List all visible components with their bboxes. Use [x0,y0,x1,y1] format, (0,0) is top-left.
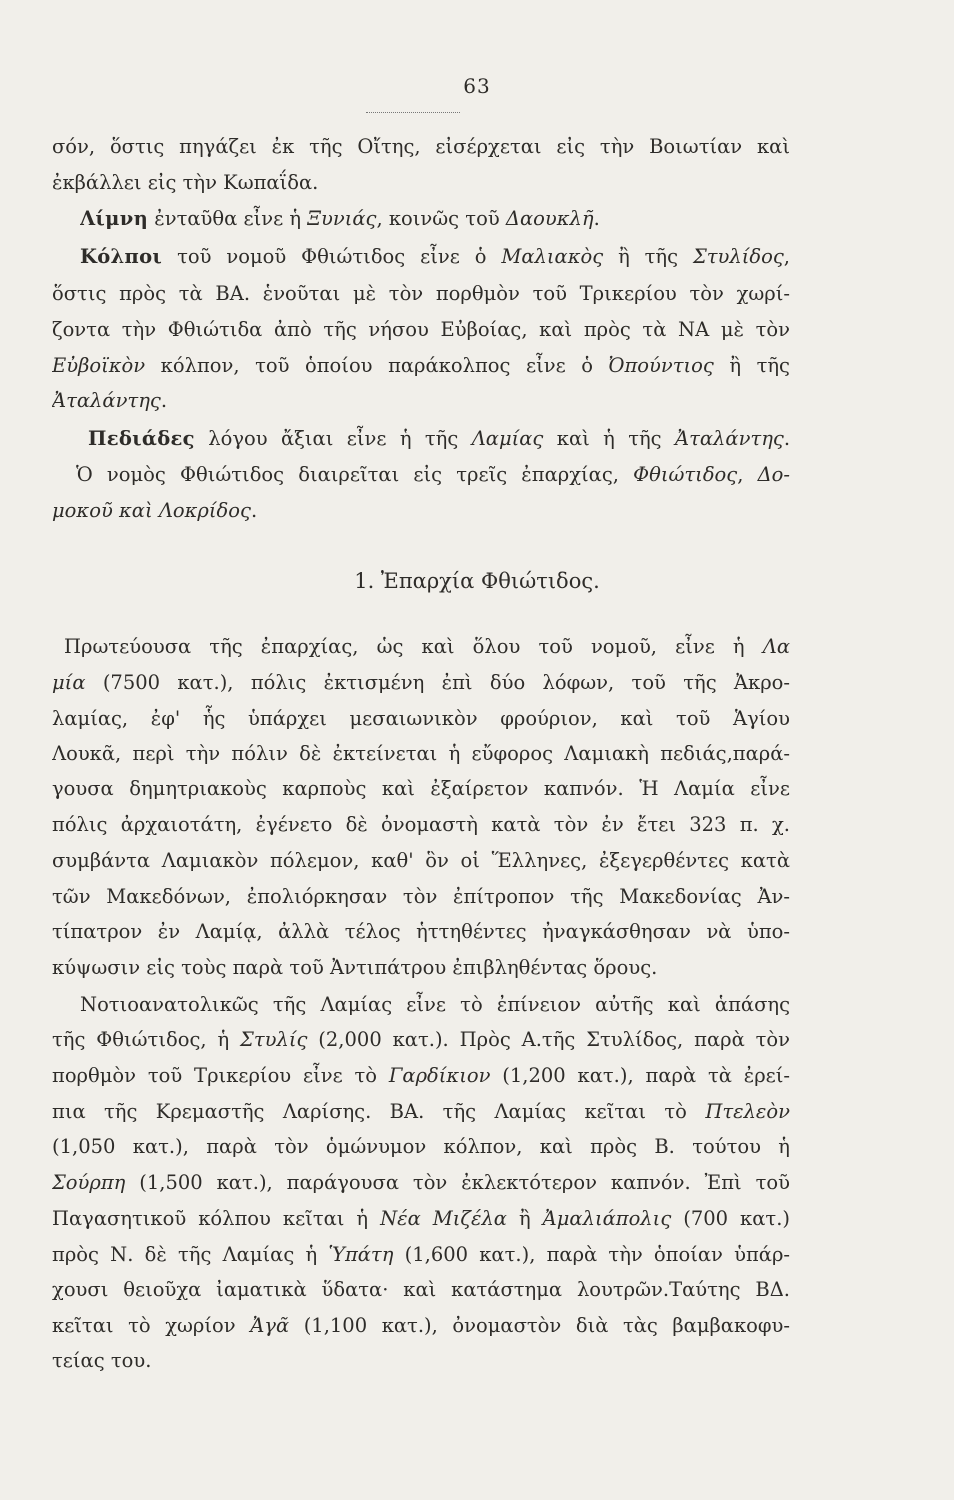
text-line: ὅστις πρὸς τὰ ΒΑ. ἑνοῦται μὲ τὸν πορθμὸν τοῦ Τρικερίου τὸν χωρί- [52,282,790,305]
text-line: Παγασητικοῦ κόλπου κεῖται ἡ Νέα Μιζέλα ἢ Ἀμαλιάπολις (700 κατ.) [52,1207,790,1230]
text-line: μοκοῦ καὶ Λοκρίδος. [52,499,258,522]
text-line: πρὸς Ν. δὲ τῆς Λαμίας ἡ Ὑπάτη (1,600 κατ.), παρὰ τὴν ὁποίαν ὑπάρ- [52,1243,790,1266]
text-line: τίπατρον ἐν Λαμίᾳ, ἀλλὰ τέλος ἡττηθέντες ἠναγκάσθησαν νὰ ὑπο- [52,920,790,943]
text-line: Νοτιοανατολικῶς τῆς Λαμίας εἶνε τὸ ἐπίνειον αὐτῆς καὶ ἁπάσης [80,993,790,1016]
text-line: Πρωτεύουσα τῆς ἐπαρχίας, ὡς καὶ ὅλου τοῦ νομοῦ, εἶνε ἡ Λα [64,635,790,658]
gulfs-heading: Κόλποι [80,245,163,268]
text-line: γουσα δημητριακοὺς καρποὺς καὶ ἐξαίρετον καπνόν. Ἡ Λαμία εἶνε [52,777,790,800]
text-line: πόλις ἀρχαιοτάτη, ἐγένετο δὲ ὀνομαστὴ κατὰ τὸν ἐν ἔτει 323 π. χ. [52,813,790,836]
page-number: 63 [463,74,491,98]
text-line: Εὐβοϊκὸν κόλπον, τοῦ ὁποίου παράκολπος εἶνε ὁ Ὀπούντιος ἢ τῆς [52,354,790,377]
text-line: τῶν Μακεδόνων, ἐπολιόρκησαν τὸν ἐπίτροπον τῆς Μακεδονίας Ἀν- [52,885,790,908]
text-line: Λίμνη ἐνταῦθα εἶνε ἡ Ξυνιάς, κοινῶς τοῦ Δαουκλῆ. [80,207,600,230]
text-line: τῆς Φθιώτιδος, ἡ Στυλίς (2,000 κατ.). Πρὸς Α.τῆς Στυλίδος, παρὰ τὸν [52,1028,790,1051]
text-line: Σούρπη (1,500 κατ.), παράγουσα τὸν ἐκλεκτότερον καπνόν. Ἐπὶ τοῦ [52,1171,790,1194]
text-line: μία (7500 κατ.), πόλις ἐκτισμένη ἐπὶ δύο λόφων, τοῦ τῆς Ἀκρο- [52,671,790,694]
text-line: Ὁ νομὸς Φθιώτιδος διαιρεῖται εἰς τρεῖς ἐπαρχίας, Φθιώτιδος, Δο- [76,463,790,486]
text-line: ἐκβάλλει εἰς τὴν Κωπαΐδα. [52,171,319,194]
text-line: (1,050 κατ.), παρὰ τὸν ὁμώνυμον κόλπον, καὶ πρὸς Β. τούτου ἡ [52,1135,790,1158]
text-line: Πεδιάδες λόγου ἄξιαι εἶνε ἡ τῆς Λαμίας καὶ ἡ τῆς Ἀταλάντης. [88,427,790,450]
text-line: κύψωσιν εἰς τοὺς παρὰ τοῦ Ἀντιπάτρου ἐπιβληθέντας ὅρους. [52,956,658,979]
text-line: συμβάντα Λαμιακὸν πόλεμον, καθ' ὃν οἱ Ἕλληνες, ἐξεγερθέντες κατὰ [52,849,790,872]
text-line: Λουκᾶ, περὶ τὴν πόλιν δὲ ἐκτείνεται ἡ εὔφορος Λαμιακὴ πεδιάς,παρά- [52,742,790,765]
text-line: πορθμὸν τοῦ Τρικερίου εἶνε τὸ Γαρδίκιον (1,200 κατ.), παρὰ τὰ ἐρεί- [52,1064,790,1087]
text-line: λαμίας, ἐφ' ἧς ὑπάρχει μεσαιωνικὸν φρούριον, καὶ τοῦ Ἁγίου [52,707,790,730]
text-line: χουσι θειοῦχα ἰαματικὰ ὕδατα· καὶ κατάστημα λουτρῶν.Ταύτης ΒΔ. [52,1278,790,1301]
text-line: ζοντα τὴν Φθιώτιδα ἀπὸ τῆς νήσου Εὐβοίας, καὶ πρὸς τὰ ΝΑ μὲ τὸν [52,318,790,341]
text-line: κεῖται τὸ χωρίον Ἀγᾶ (1,100 κατ.), ὀνομαστὸν διὰ τὰς βαμβακοφυ- [52,1314,790,1337]
text-line: Ἀταλάντης. [52,389,168,412]
header-rule [366,112,460,113]
lake-heading: Λίμνη [80,207,149,230]
text-line: Κόλποι τοῦ νομοῦ Φθιώτιδος εἶνε ὁ Μαλιακὸς ἢ τῆς Στυλίδος, [80,245,790,268]
text-line: σόν, ὅστις πηγάζει ἐκ τῆς Οἴτης, εἰσέρχεται εἰς τὴν Βοιωτίαν καὶ [52,135,790,158]
text-line: πια τῆς Κρεμαστῆς Λαρίσης. ΒΑ. τῆς Λαμίας κεῖται τὸ Πτελεὸν [52,1100,790,1123]
plains-heading: Πεδιάδες [88,427,195,450]
text-line: τείας του. [52,1349,152,1372]
section-title: 1. Ἐπαρχία Φθιώτιδος. [354,569,600,593]
